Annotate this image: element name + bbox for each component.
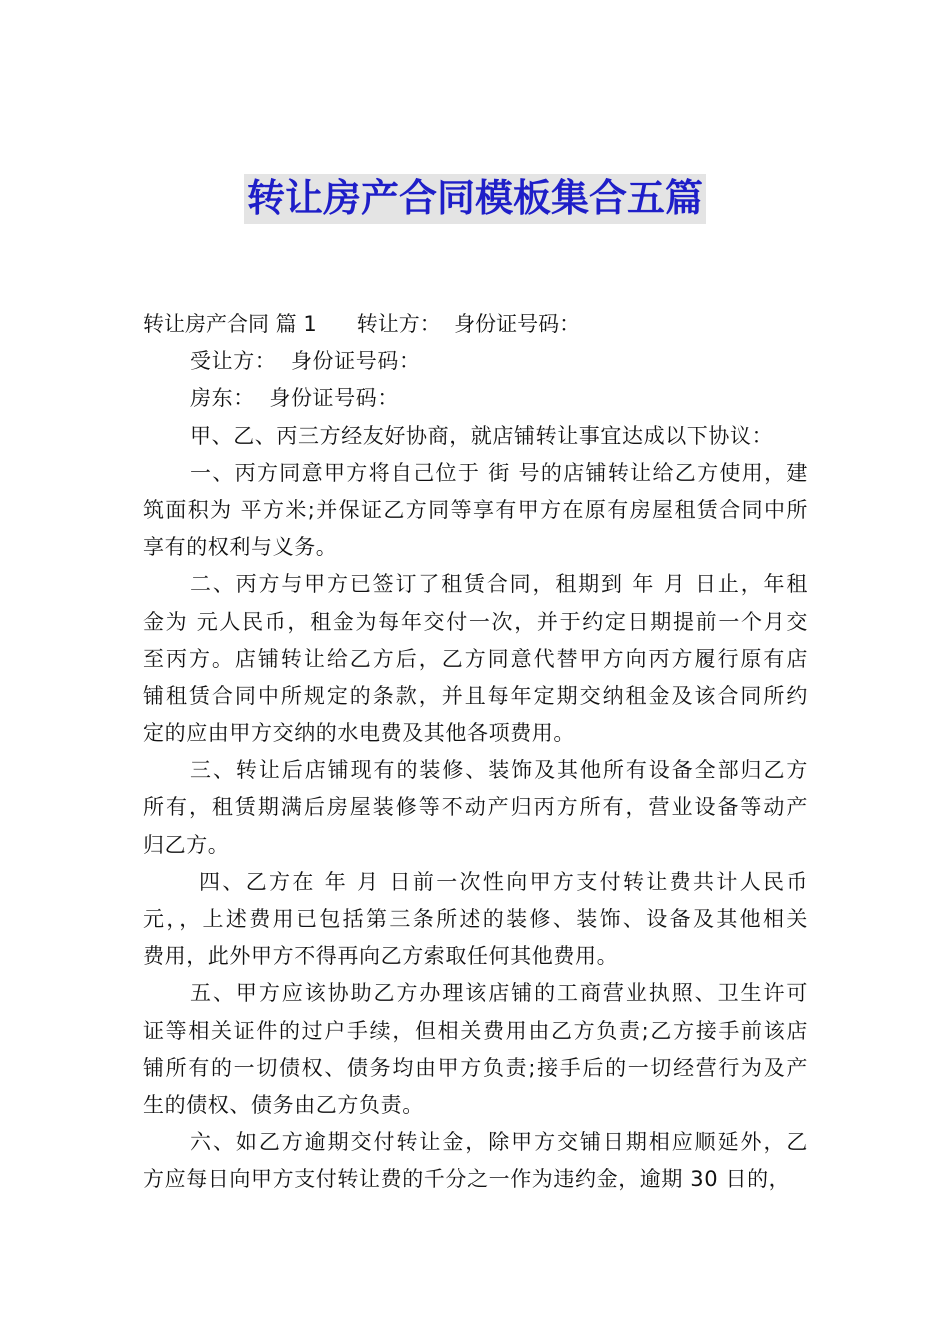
paragraph — [143, 566, 808, 752]
paragraph-line: 金为 元人民币，租金为每年交付一次，并于约定日期提前一个月交 — [143, 609, 808, 634]
title-wrapper — [0, 174, 950, 224]
paragraph-line: 受让方： 身份证号码： — [190, 349, 421, 374]
section-heading: 转让房产合同 篇 1 — [143, 312, 317, 336]
document-body — [143, 306, 808, 1199]
paragraph-line: 方应每日向甲方支付转让费的千分之一作为违约金，逾期 30 日的， — [143, 1167, 791, 1192]
paragraph-line: 四、乙方在 年 月 日前一次性向甲方支付转让费共计人民币 — [190, 869, 808, 894]
paragraph — [143, 752, 808, 864]
paragraph-line: 五、甲方应该协助乙方办理该店铺的工商营业执照、卫生许可 — [190, 981, 808, 1006]
paragraph-list — [143, 343, 808, 1198]
paragraph — [143, 343, 808, 380]
paragraph-line: 甲、乙、丙三方经友好协商，就店铺转让事宜达成以下协议： — [190, 423, 774, 448]
header-line — [143, 306, 808, 343]
paragraph — [143, 1124, 808, 1198]
paragraph-line: 铺租赁合同中所规定的条款，并且每年定期交纳租金及该合同所约 — [143, 683, 808, 708]
paragraph-line: 六、如乙方逾期交付转让金，除甲方交铺日期相应顺延外，乙 — [190, 1130, 808, 1155]
paragraph — [143, 455, 808, 567]
paragraph-line: 定的应由甲方交纳的水电费及其他各项费用。 — [143, 721, 575, 746]
paragraph — [143, 380, 808, 417]
paragraph-line: 费用，此外甲方不得再向乙方索取任何其他费用。 — [143, 944, 619, 969]
paragraph-line: 享有的权利与义务。 — [143, 535, 338, 560]
paragraph-line: 至丙方。店铺转让给乙方后，乙方同意代替甲方向丙方履行原有店 — [143, 646, 808, 671]
paragraph-line: 证等相关证件的过户手续，但相关费用由乙方负责;乙方接手前该店 — [143, 1018, 808, 1043]
paragraph-line: 二、丙方与甲方已签订了租赁合同，租期到 年 月 日止，年租 — [190, 572, 808, 597]
document-title: 转让房产合同模板集合五篇 — [244, 174, 706, 224]
paragraph-line: 筑面积为 平方米;并保证乙方同等享有甲方在原有房屋租赁合同中所 — [143, 497, 808, 522]
transferor-line: 转让方： 身份证号码： — [356, 312, 581, 336]
paragraph — [143, 864, 808, 976]
paragraph — [143, 975, 808, 1124]
paragraph-line: 房东： 身份证号码： — [190, 386, 399, 411]
paragraph-line: 元，，上述费用已包括第三条所述的装修、装饰、设备及其他相关 — [143, 907, 808, 931]
paragraph-line: 一、丙方同意甲方将自己位于 街 号的店铺转让给乙方使用，建 — [190, 460, 808, 485]
paragraph-line: 归乙方。 — [143, 832, 230, 857]
paragraph — [143, 418, 808, 455]
paragraph-line: 三、转让后店铺现有的装修、装饰及其他所有设备全部归乙方 — [190, 758, 808, 783]
paragraph-line: 生的债权、债务由乙方负责。 — [143, 1092, 424, 1117]
paragraph-line: 铺所有的一切债权、债务均由甲方负责;接手后的一切经营行为及产 — [143, 1055, 808, 1080]
paragraph-line: 所有，租赁期满后房屋装修等不动产归丙方所有，营业设备等动产 — [143, 795, 808, 820]
